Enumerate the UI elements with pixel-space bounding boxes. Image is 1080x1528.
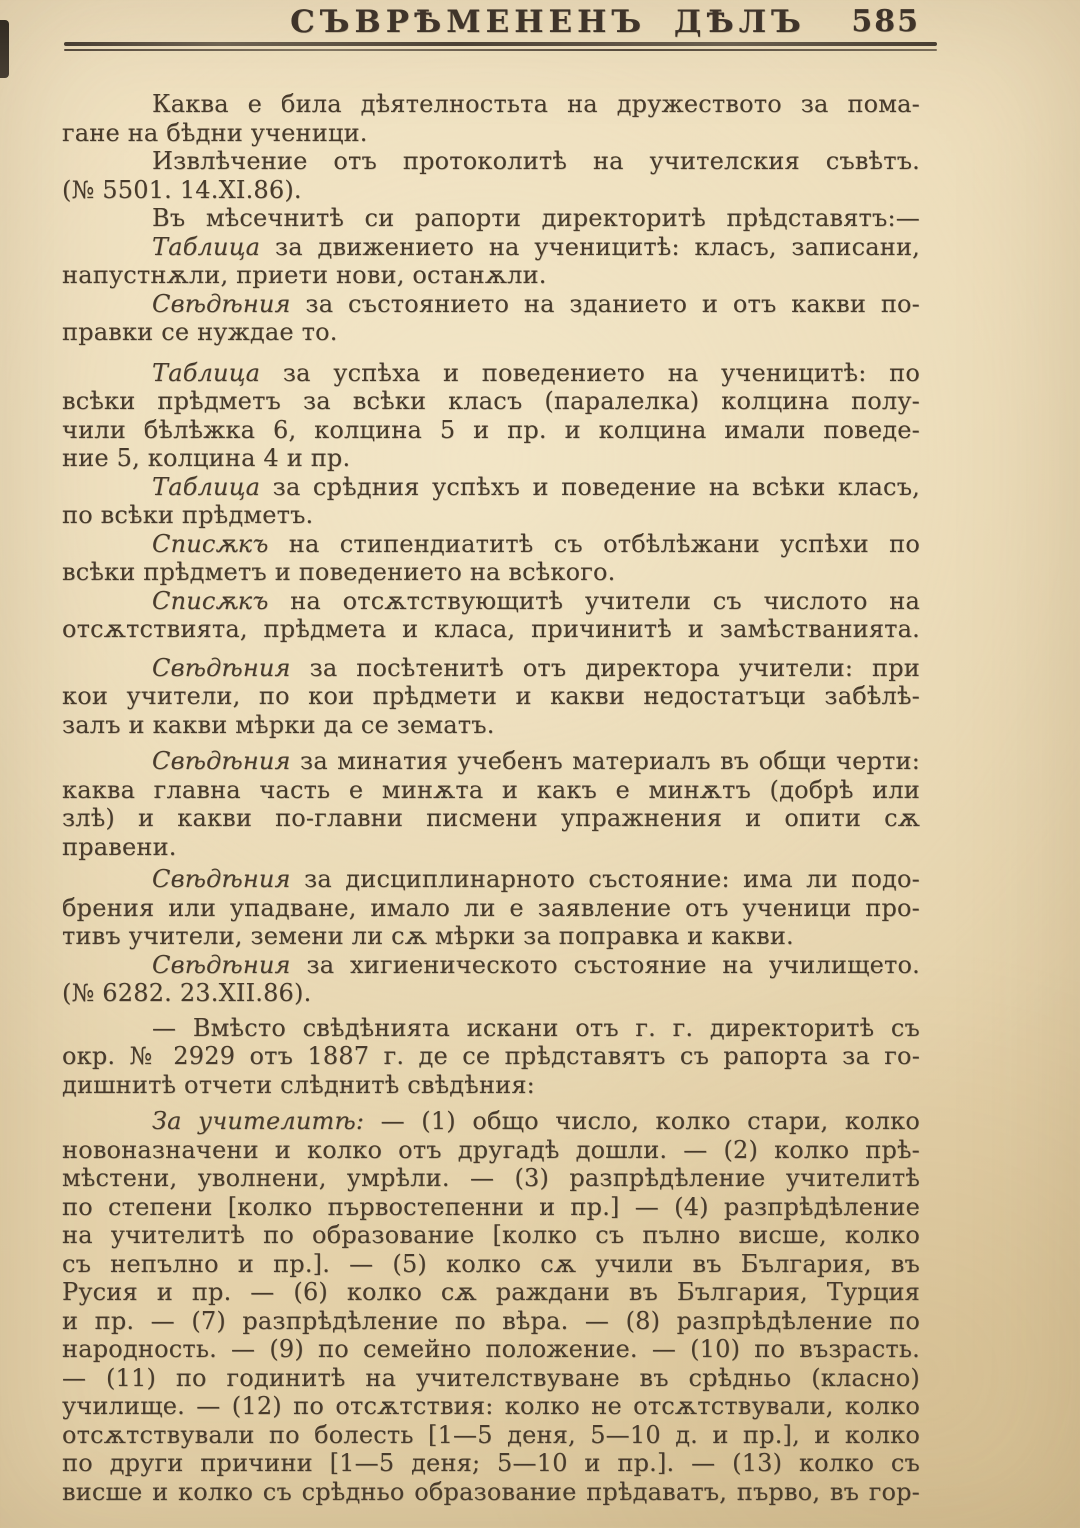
text-line: [62, 176, 920, 205]
line-text: кои учители, по кои прѣдмети и какви недостатъци забѣлѣ-: [62, 682, 920, 710]
text-line: [62, 1478, 920, 1507]
line-lead-italic: Свѣдѣния: [152, 289, 291, 318]
line-text: всѣки прѣдметъ и поведението на всѣкого.: [62, 558, 616, 586]
text-line: [62, 1335, 920, 1364]
text-line: [62, 233, 920, 262]
line-text: отсѫтствията, прѣдмета и класа, причинитѣ и замѣстванията.: [62, 615, 920, 643]
page-title: СЪВРѢМЕНЕНЪ ДѢЛЪ: [290, 4, 806, 40]
text-line: [62, 359, 920, 388]
line-text: по други причини [1—5 деня; 5—10 и пр.]. — (13) колко съ: [62, 1449, 920, 1477]
line-text: на отсѫтствующитѣ учители съ числото на: [268, 586, 920, 615]
text-line: [62, 1014, 920, 1043]
text-line: [62, 501, 920, 530]
text-line: [62, 147, 920, 176]
line-lead-italic: Свѣдѣния: [152, 950, 291, 979]
line-lead-italic: Списѫкъ: [152, 529, 269, 558]
line-text: за срѣдния успѣхъ и поведение на всѣки класъ,: [260, 472, 920, 501]
line-lead-italic: Таблица: [152, 232, 261, 261]
text-line: [62, 318, 920, 347]
header-rule-thick: [64, 42, 937, 46]
line-lead-italic: Свѣдѣния: [152, 865, 291, 893]
line-text: за хигиеническото състояние на училището.: [290, 950, 920, 979]
line-text: училище. — (12) по отсѫтствия: колко не отсѫтствували, колко: [62, 1392, 920, 1420]
text-line: [62, 1449, 920, 1478]
line-text: Каква е била дѣятелностьта на дружеството за пома-: [152, 90, 920, 118]
text-line: [62, 587, 920, 616]
line-text: на стипендиатитѣ съ отбѣлѣжани успѣхи по: [268, 529, 920, 558]
line-lead-italic: Свѣдѣния: [152, 747, 291, 775]
line-text: тивъ учители, земени ли сѫ мѣрки за поправка и какви.: [62, 922, 794, 950]
line-lead-italic: За учителитѣ:: [152, 1107, 365, 1135]
text-line: [62, 530, 920, 559]
text-line: [62, 473, 920, 502]
text-line: [62, 1071, 920, 1100]
text-line: [62, 1421, 920, 1450]
text-line: [62, 865, 920, 894]
text-line: [62, 979, 920, 1008]
text-line: [62, 1221, 920, 1250]
line-text: новоназначени и колко отъ другадѣ дошли. — (2) колко прѣ-: [62, 1135, 920, 1164]
text-line: [62, 1107, 920, 1136]
line-text: каква главна часть е минѫта и какъ е минѫтъ (добрѣ или: [62, 775, 920, 804]
text-line: [62, 615, 920, 644]
text-line: [62, 1136, 920, 1165]
line-text: гане на бѣдни ученици.: [62, 118, 368, 147]
line-text: съ непълно и пр.]. — (5) колко сѫ учили въ България, въ: [62, 1249, 920, 1278]
line-lead-italic: Свѣдѣния: [152, 653, 291, 682]
text-line: [62, 558, 920, 587]
line-text: за движението на ученицитѣ: класъ, записани,: [260, 232, 920, 261]
line-text: напустнѫли, приети нови, останѫли.: [62, 261, 547, 289]
line-text: окр. № 2929 отъ 1887 г. де се прѣдставятъ съ рапорта за го-: [62, 1042, 920, 1070]
text-line: [62, 387, 920, 416]
line-lead-italic: Списѫкъ: [152, 586, 269, 615]
line-text: народность. — (9) по семейно положение. — (10) по възрасть.: [62, 1335, 920, 1363]
line-text: по степени [колко първостепенни и пр.] — (4) разпрѣдѣление: [62, 1192, 920, 1221]
line-text: по всѣки прѣдметъ.: [62, 501, 314, 529]
body-text: [62, 90, 920, 1506]
line-text: чили бѣлѣжка 6, колцина 5 и пр. и колцина имали поведе-: [62, 415, 920, 444]
line-text: за състоянието на зданието и отъ какви по-: [290, 289, 920, 318]
line-text: залъ и какви мѣрки да се зематъ.: [62, 710, 495, 739]
page-number: 585: [851, 4, 920, 39]
text-line: [62, 416, 920, 445]
text-line: [62, 1392, 920, 1421]
text-line: [62, 711, 920, 740]
line-text: — Вмѣсто свѣдѣнията искани отъ г. г. директоритѣ съ: [152, 1013, 920, 1042]
header-rule: [64, 42, 937, 51]
line-text: (№ 6282. 23.XII.86).: [62, 979, 312, 1007]
line-text: на учителитѣ по образование [колко съ пълно висше, колко: [62, 1221, 920, 1249]
line-text: Русия и пр. — (6) колко сѫ раждани въ България, Турция: [62, 1278, 920, 1306]
header-rule-thin: [64, 49, 937, 51]
text-line: [62, 261, 920, 290]
text-line: [62, 922, 920, 951]
text-line: [62, 1193, 920, 1222]
line-text: за минатия учебенъ материалъ въ общи черти:: [290, 747, 920, 775]
text-line: [62, 804, 920, 861]
line-text: Извлѣчение отъ протоколитѣ на учителския съвѣтъ.: [152, 147, 920, 175]
text-line: [62, 90, 920, 119]
line-text: мѣстени, уволнени, умрѣли. — (3) разпрѣдѣление учителитѣ: [62, 1164, 920, 1192]
text-line: [62, 119, 920, 148]
line-text: дишнитѣ отчети слѣднитѣ свѣдѣния:: [62, 1070, 535, 1099]
line-text: всѣки прѣдметъ за всѣки класъ (паралелка) колцина полу-: [62, 387, 920, 415]
text-line: [62, 682, 920, 711]
text-line: [62, 1042, 920, 1071]
line-text: — (11) по годинитѣ на учителствуване въ срѣдньо (класно): [62, 1363, 920, 1392]
line-lead-italic: Таблица: [152, 358, 261, 387]
text-line: [62, 776, 920, 805]
text-line: [62, 1250, 920, 1279]
line-text: Въ мѣсечнитѣ си рапорти директоритѣ прѣдставятъ:—: [152, 204, 920, 232]
text-line: [62, 1364, 920, 1393]
line-text: правки се нуждае то.: [62, 318, 338, 346]
line-text: висше и колко съ срѣдньо образование прѣдаватъ, първо, въ гор-: [62, 1477, 920, 1506]
text-line: [62, 951, 920, 980]
text-line: [62, 654, 920, 683]
line-text: отсѫтствували по болесть [1—5 деня, 5—10 д. и пр.], и колко: [62, 1420, 920, 1449]
text-line: [62, 290, 920, 319]
line-text: брения или упадване, имало ли е заявление отъ ученици про-: [62, 893, 920, 922]
text-line: [62, 894, 920, 923]
line-text: ние 5, колцина 4 и пр.: [62, 444, 351, 472]
line-text: (№ 5501. 14.XI.86).: [62, 175, 302, 204]
line-lead-italic: Таблица: [152, 472, 261, 501]
text-line: [62, 747, 920, 776]
line-text: и пр. — (7) разпрѣдѣление по вѣра. — (8) разпрѣдѣление по: [62, 1306, 920, 1335]
text-line: [62, 1164, 920, 1193]
text-line: [62, 204, 920, 233]
text-line: [62, 444, 920, 473]
text-line: [62, 1307, 920, 1336]
line-text: злѣ) и какви по-главни писмени упражнения и опити сѫ правени.: [62, 804, 920, 861]
line-text: за успѣха и поведението на ученицитѣ: по: [260, 358, 920, 387]
line-text: — (1) общо число, колко стари, колко: [364, 1107, 920, 1135]
line-text: за дисциплинарното състояние: има ли подо-: [290, 865, 920, 893]
text-line: [62, 1278, 920, 1307]
line-text: за посѣтенитѣ отъ директора учители: при: [290, 653, 920, 682]
